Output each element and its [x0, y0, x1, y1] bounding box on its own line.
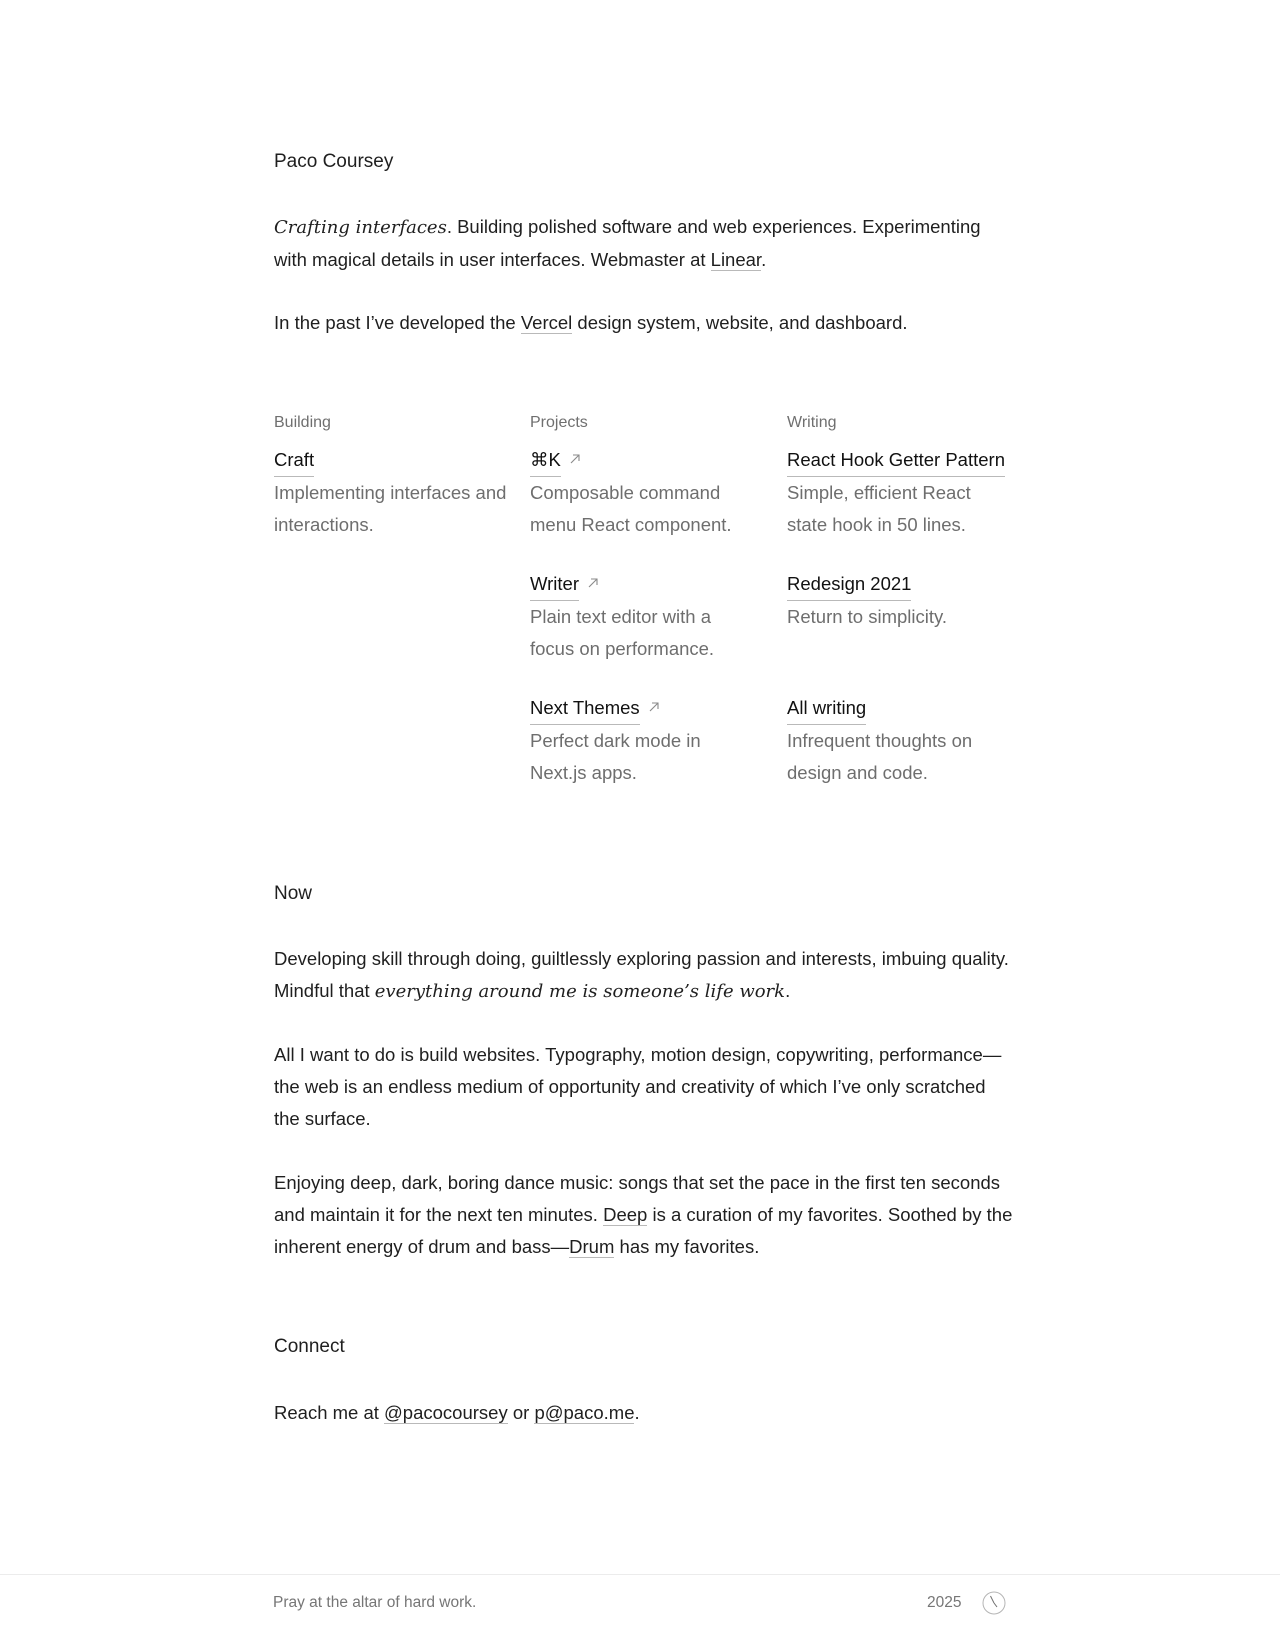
writing-heading: Writing — [787, 414, 837, 431]
footer-year: 2025 — [927, 1594, 962, 1611]
all-writing-description: Infrequent thoughts on design and code. — [787, 730, 973, 783]
vercel-link[interactable]: Vercel — [520, 312, 573, 333]
footer — [0, 1574, 1280, 1631]
now-p1-italic: everything around me is someone’s life work — [374, 981, 786, 1002]
now-paragraph-3 — [274, 1167, 1014, 1263]
external-arrow-icon — [648, 701, 660, 713]
now-p3-text-mid: is a curation of my favorites. Soothed by the inherent energy of drum and bass— — [274, 1204, 1013, 1257]
craft-link[interactable]: Craft — [274, 444, 314, 477]
intro-italic-lead: Crafting interfaces — [274, 217, 447, 238]
connect-text-end: . — [634, 1402, 640, 1423]
connect-text-pre: Reach me at — [274, 1402, 385, 1423]
react-hook-getter-link[interactable]: React Hook Getter Pattern — [787, 444, 1005, 477]
email-link[interactable]: p@paco.me — [534, 1402, 635, 1423]
past-text-post: design system, website, and dashboard. — [572, 312, 908, 333]
intro-text: . Building polished software and web experiences. Experimenting with magical details in user interfaces. Webmaster at — [274, 216, 981, 270]
now-p1-text: Developing skill through doing, guiltlessly exploring passion and interests, imbuing quality. Mindful that — [274, 948, 1009, 1001]
projects-heading: Projects — [530, 414, 588, 431]
footer-quote: Pray at the altar of hard work. — [273, 1594, 477, 1611]
linear-link[interactable]: Linear — [710, 249, 762, 270]
past-paragraph — [274, 307, 1014, 339]
cmdk-description: Composable command menu React component. — [530, 482, 732, 535]
intro-paragraph — [274, 211, 1014, 276]
now-heading: Now — [274, 883, 313, 904]
connect-heading: Connect — [274, 1336, 345, 1357]
react-hook-getter-description: Simple, efficient React state hook in 50 lines. — [787, 482, 971, 535]
external-arrow-icon — [587, 577, 599, 589]
now-p3-text-end: has my favorites. — [614, 1236, 760, 1257]
project-item — [530, 692, 750, 789]
writer-description: Plain text editor with a focus on performance. — [530, 606, 715, 659]
building-column — [274, 411, 507, 535]
deep-link[interactable]: Deep — [603, 1204, 648, 1225]
craft-description: Implementing interfaces and interactions. — [274, 482, 507, 535]
redesign-2021-description: Return to simplicity. — [787, 606, 948, 627]
intro-period: . — [761, 249, 767, 270]
project-item — [530, 444, 750, 541]
writing-column — [787, 411, 1027, 783]
all-writing-link[interactable]: All writing — [787, 692, 866, 725]
redesign-2021-link[interactable]: Redesign 2021 — [787, 568, 911, 601]
connect-paragraph — [274, 1397, 1014, 1429]
connect-text-mid: or — [507, 1402, 535, 1423]
site-name: Paco Coursey — [274, 151, 394, 172]
writing-item — [787, 444, 1012, 541]
writer-link[interactable]: Writer — [530, 568, 579, 601]
next-themes-description: Perfect dark mode in Next.js apps. — [530, 730, 701, 783]
writing-item — [787, 568, 1012, 633]
past-text-pre: In the past I’ve developed the — [274, 312, 521, 333]
writing-item — [787, 692, 1012, 789]
building-heading: Building — [274, 414, 331, 431]
now-paragraph-1 — [274, 943, 1014, 1008]
external-arrow-icon — [569, 453, 581, 465]
cmdk-link[interactable]: ⌘K — [530, 444, 561, 477]
project-item — [530, 568, 750, 665]
clock-icon[interactable] — [982, 1591, 1006, 1615]
now-p3-text-pre: Enjoying deep, dark, boring dance music: songs that set the pace in the first ten seconds and maintain it for the next ten minutes. — [274, 1172, 1001, 1225]
building-item — [274, 444, 514, 541]
now-p1-end: . — [785, 980, 791, 1001]
now-paragraph-2: All I want to do is build websites. Typography, motion design, copywriting, performance—the web is an endless medium of opportunity and creativity of which I’ve only scratched the surface. — [274, 1044, 1002, 1129]
projects-column — [530, 411, 760, 783]
twitter-link[interactable]: @pacocoursey — [384, 1402, 508, 1423]
next-themes-link[interactable]: Next Themes — [530, 692, 640, 725]
drum-link[interactable]: Drum — [569, 1236, 615, 1257]
